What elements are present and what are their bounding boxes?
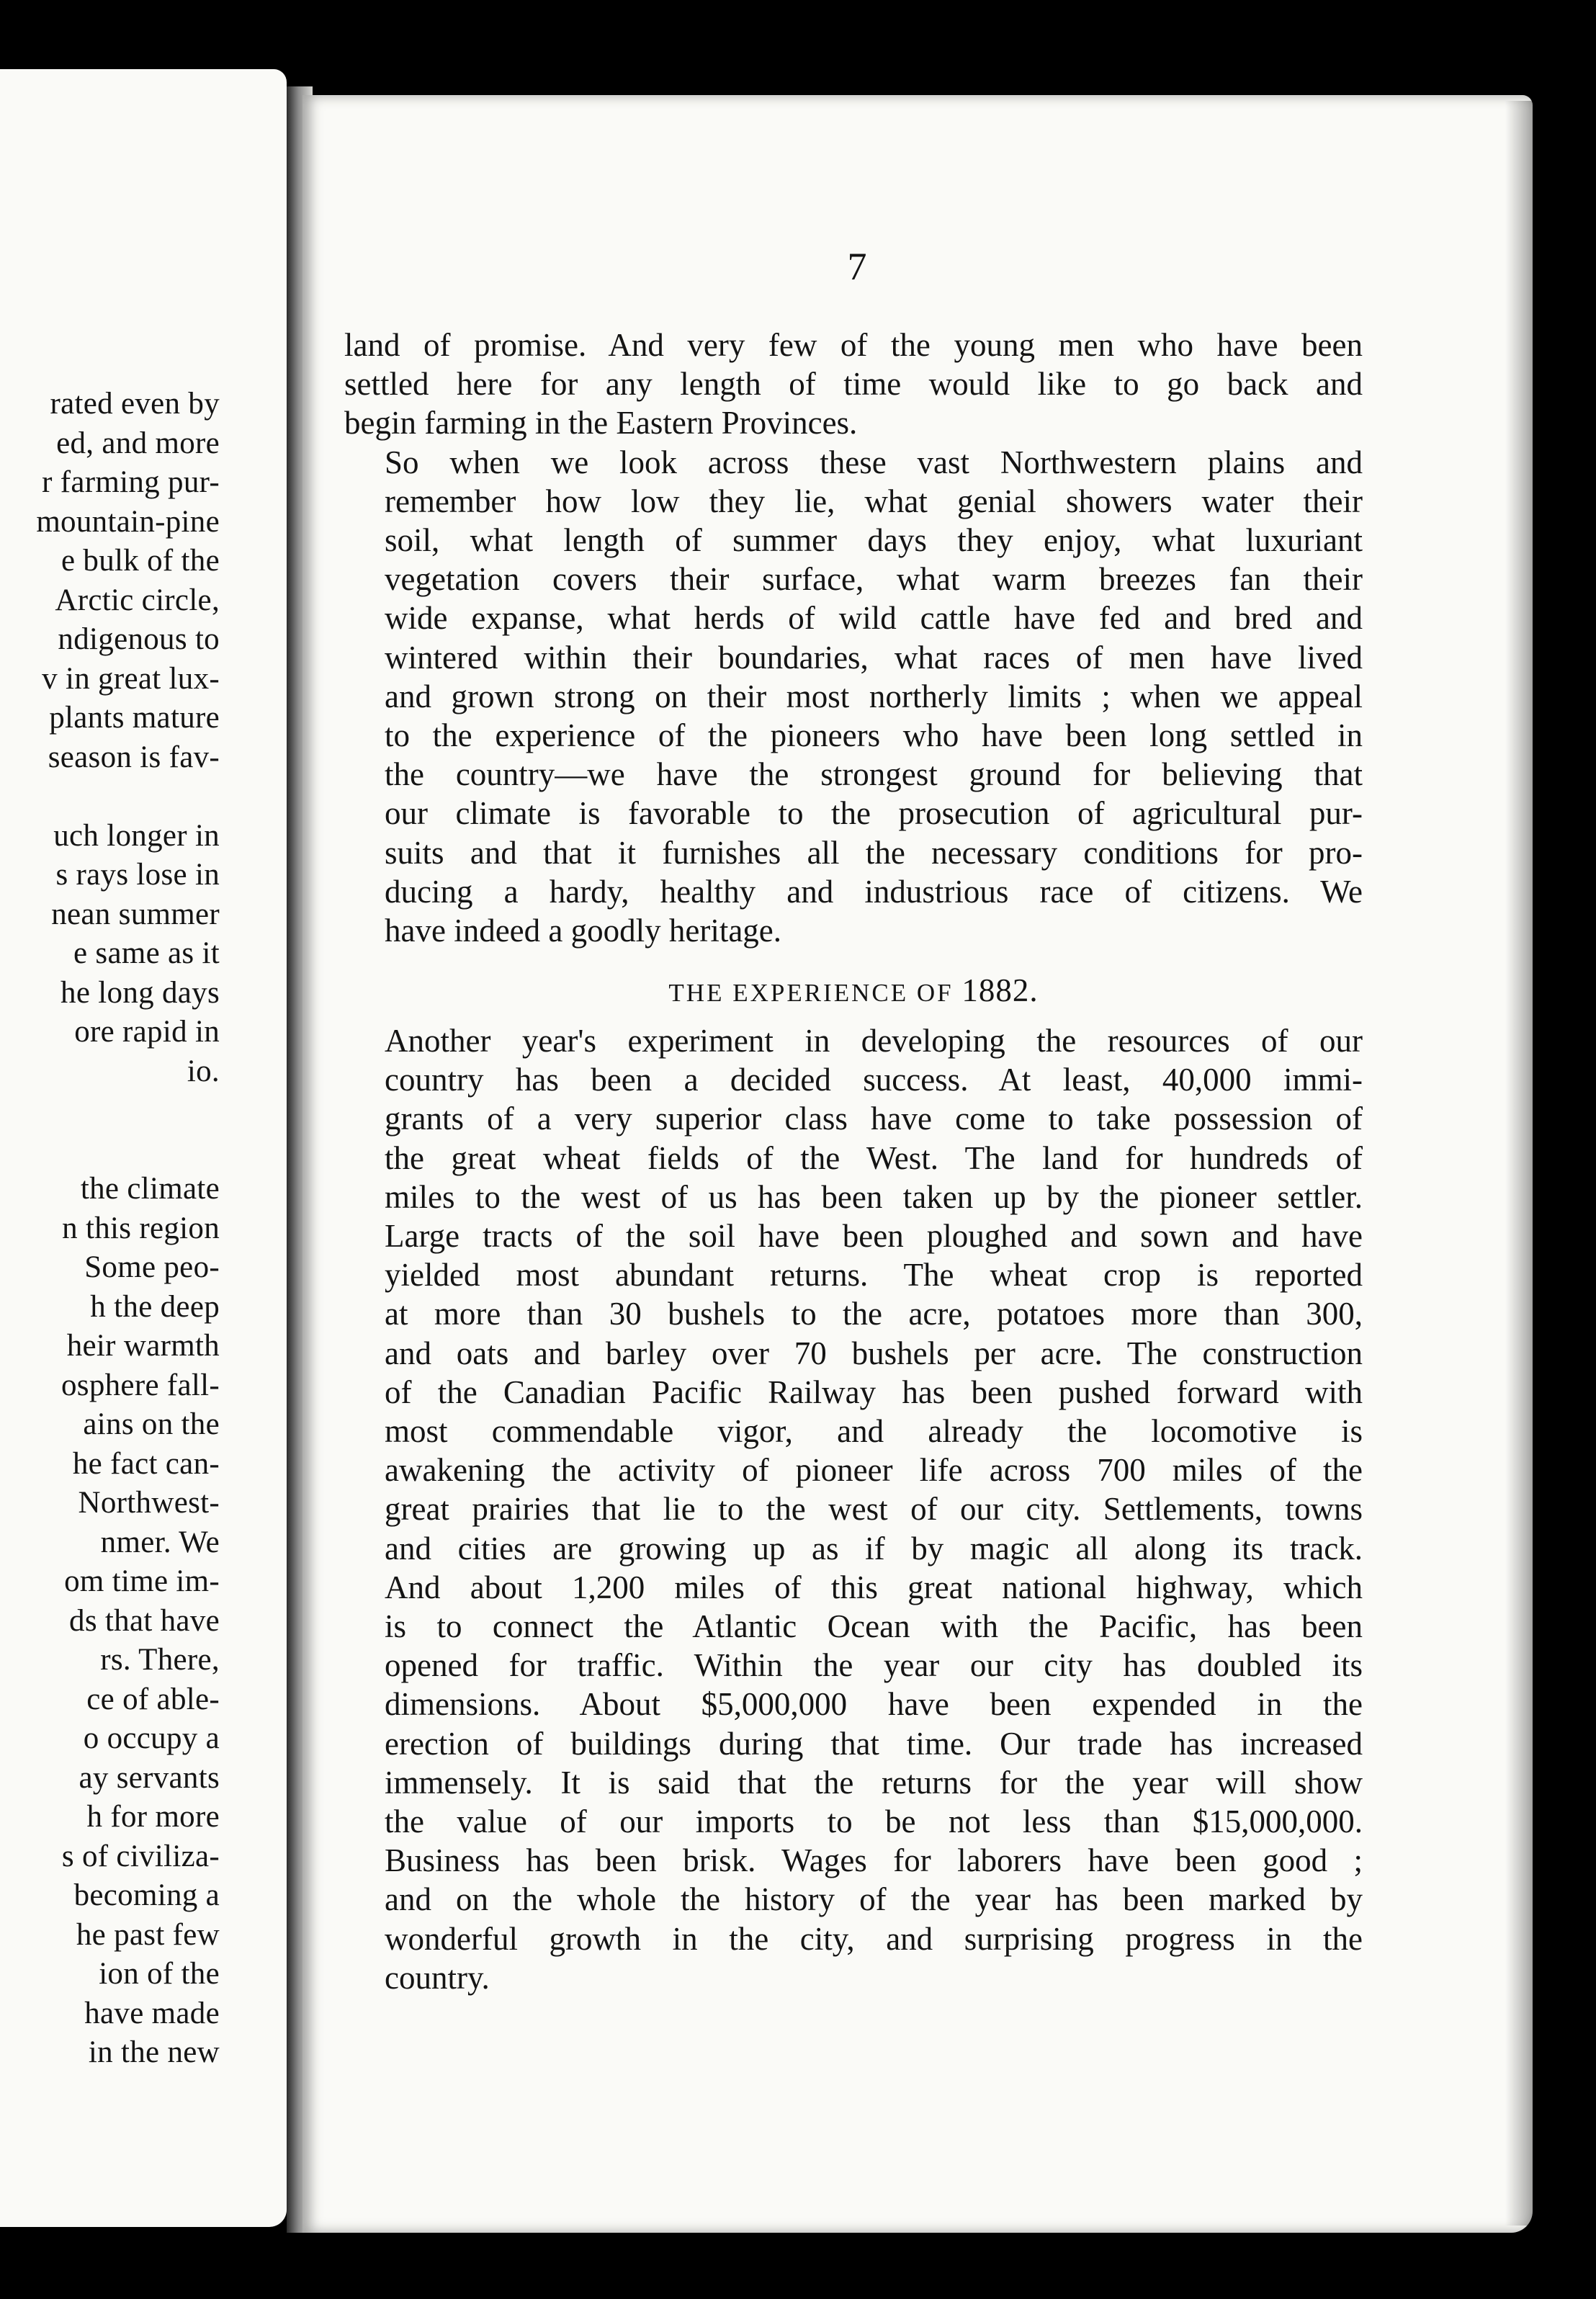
text-line: and grown strong on their most northerly limits ; when we appeal	[385, 678, 1363, 714]
section-heading	[344, 972, 1363, 1011]
text-line: at more than 30 bushels to the acre, potatoes more than 300,	[385, 1296, 1363, 1332]
text-line: remember how low they lie, what genial showers water their	[385, 483, 1363, 519]
text-line: opened for traffic. Within the year our city has doubled its	[385, 1647, 1363, 1684]
left-page-fragment: rated even by	[50, 387, 220, 421]
left-page-fragment: he long days	[60, 975, 220, 1010]
left-page-fragment: o occupy a	[83, 1721, 220, 1755]
left-page-fragment: ains on the	[83, 1407, 220, 1441]
left-page-fragment	[0, 777, 220, 817]
text-line: So when we look across these vast Northwestern plains and	[385, 444, 1363, 480]
left-page-fragment: nean summer	[51, 897, 220, 931]
left-page-fragment: ay servants	[79, 1760, 220, 1795]
intro-paragraph	[344, 326, 1363, 443]
text-line: dimensions. About $5,000,000 have been expended in the	[385, 1686, 1363, 1723]
text-line: country.	[385, 1959, 490, 1996]
left-page-fragment: becoming a	[73, 1878, 220, 1912]
left-page-fragment: in the new	[88, 2035, 220, 2069]
text-line: Business has been brisk. Wages for laborers have been good ;	[385, 1842, 1363, 1879]
page-number: 7	[847, 245, 867, 288]
text-line: miles to the west of us has been taken up by the pioneer settler.	[385, 1178, 1363, 1215]
left-page-fragment: e same as it	[73, 936, 220, 970]
intro-block	[344, 326, 1363, 950]
left-page-fragment: he fact can-	[72, 1446, 220, 1481]
left-page-fragment: n this region	[62, 1211, 220, 1245]
text-line: country has been a decided success. At least, 40,000 immi-	[385, 1062, 1363, 1098]
left-page-fragment: io.	[187, 1054, 220, 1088]
left-page-fragment: Arctic circle,	[55, 583, 220, 617]
left-page-fragment: Northwest-	[78, 1486, 220, 1520]
text-line: land of promise. And very few of the young men who have been	[344, 327, 1363, 363]
left-page-fragment: ds that have	[69, 1603, 220, 1638]
left-page	[0, 69, 287, 2227]
left-page-fragment: s of civiliza-	[61, 1839, 220, 1873]
text-line: immensely. It is said that the returns for the year will show	[385, 1764, 1363, 1801]
left-page-fragment: the climate	[80, 1172, 220, 1206]
text-line: great prairies that lie to the west of our city. Settlements, towns	[385, 1491, 1363, 1528]
left-page-fragment: ed, and more	[56, 426, 220, 460]
text-line: grants of a very superior class have come to take possession of	[385, 1101, 1363, 1137]
text-line: is to connect the Atlantic Ocean with the Pacific, has been	[385, 1608, 1363, 1645]
left-page-fragment: Some peo-	[84, 1250, 220, 1284]
left-page-fragment: he past few	[76, 1917, 220, 1952]
text-line: erection of buildings during that time. Our trade has increased	[385, 1725, 1363, 1762]
text-line: soil, what length of summer days they enjoy, what luxuriant	[385, 522, 1363, 559]
text-line: have indeed a goodly heritage.	[385, 913, 782, 949]
section-heading-text: THE EXPERIENCE OF	[668, 979, 962, 1007]
text-line: suits and that it furnishes all the necessary conditions for pro-	[385, 834, 1363, 871]
text-line: wide expanse, what herds of wild cattle have fed and bred and	[385, 600, 1363, 637]
left-page-fragment: ce of able-	[86, 1682, 220, 1716]
left-page-fragment: heir warmth	[66, 1329, 220, 1363]
left-page-fragment: om time im-	[64, 1564, 220, 1598]
left-page-fragment: s rays lose in	[55, 858, 220, 892]
left-page-fragment: season is fav-	[48, 740, 220, 774]
text-line: Another year's experiment in developing the resources of our	[385, 1023, 1363, 1059]
left-page-fragment	[0, 1131, 220, 1170]
left-page-fragment: nmer. We	[100, 1525, 220, 1559]
text-line: most commendable vigor, and already the locomotive is	[385, 1413, 1363, 1450]
left-page-fragment: mountain-pine	[36, 504, 220, 539]
text-line: the value of our imports to be not less than $15,000,000.	[385, 1803, 1363, 1840]
left-page-fragment: v in great lux-	[42, 661, 220, 696]
page-edge-shadow	[1505, 101, 1534, 2226]
text-line: our climate is favorable to the prosecution of agricultural pur-	[385, 795, 1363, 832]
text-line: wonderful growth in the city, and surprising progress in the	[385, 1920, 1363, 1957]
text-line: the country—we have the strongest ground for believing that	[385, 756, 1363, 793]
text-line: ducing a hardy, healthy and industrious race of citizens. We	[385, 873, 1363, 910]
text-line: and on the whole the history of the year has been marked by	[385, 1881, 1363, 1918]
left-page-fragment: h for more	[86, 1800, 220, 1834]
left-page-fragment: h the deep	[90, 1289, 220, 1324]
text-line: yielded most abundant returns. The wheat crop is reported	[385, 1257, 1363, 1294]
text-line: of the Canadian Pacific Railway has been pushed forward with	[385, 1373, 1363, 1410]
text-line: the great wheat fields of the West. The land for hundreds of	[385, 1139, 1363, 1176]
left-page-fragment: rs. There,	[100, 1643, 220, 1677]
text-line: awakening the activity of pioneer life across 700 miles of the	[385, 1452, 1363, 1489]
text-line: And about 1,200 miles of this great national highway, which	[385, 1569, 1363, 1605]
left-page-fragment	[0, 1091, 220, 1131]
text-line: wintered within their boundaries, what races of men have lived	[385, 639, 1363, 676]
left-page-fragment: r farming pur-	[42, 465, 220, 499]
left-page-fragment: uch longer in	[53, 818, 220, 853]
experience-paragraph	[344, 1021, 1363, 1997]
text-line: and oats and barley over 70 bushels per acre. The construction	[385, 1335, 1363, 1371]
plains-paragraph	[344, 443, 1363, 951]
left-page-fragment: ore rapid in	[74, 1015, 220, 1049]
experience-block	[344, 1021, 1363, 1997]
section-heading-year: 1882.	[961, 972, 1039, 1008]
left-page-fragment: osphere fall-	[61, 1368, 220, 1402]
left-page-fragment: ndigenous to	[58, 622, 220, 656]
text-line: Large tracts of the soil have been ploughed and sown and have	[385, 1218, 1363, 1255]
text-line: and cities are growing up as if by magic all along its track.	[385, 1530, 1363, 1567]
left-page-fragment: have made	[84, 1996, 220, 2030]
text-line: settled here for any length of time would like to go back and	[344, 366, 1363, 403]
text-line: to the experience of the pioneers who have been long settled in	[385, 717, 1363, 754]
left-page-text-column	[0, 385, 220, 2073]
text-line: begin farming in the Eastern Provinces.	[344, 405, 858, 442]
left-page-fragment: ion of the	[99, 1957, 220, 1991]
left-page-fragment: plants mature	[49, 701, 220, 735]
left-page-fragment: e bulk of the	[60, 544, 220, 578]
text-line: vegetation covers their surface, what warm breezes fan their	[385, 561, 1363, 598]
